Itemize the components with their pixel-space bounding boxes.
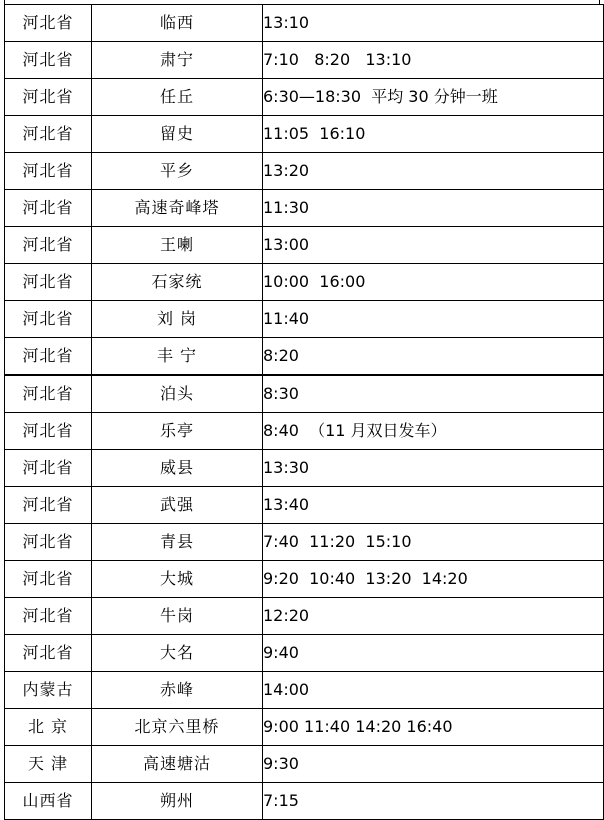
table-row <box>5 338 604 376</box>
departure-times-cell: 13:30 <box>263 450 604 487</box>
departure-times-cell: 7:40 11:20 15:10 <box>263 524 604 561</box>
departure-times-cell: 13:00 <box>263 227 604 264</box>
departure-times-cell: 10:00 16:00 <box>263 264 604 301</box>
schedule-body <box>5 5 604 820</box>
province-cell: 河北省 <box>5 524 92 561</box>
table-row <box>5 487 604 524</box>
departure-times-cell: 7:15 <box>263 783 604 820</box>
province-cell: 河北省 <box>5 598 92 635</box>
table-row <box>5 301 604 338</box>
table-row <box>5 375 604 413</box>
province-cell: 河北省 <box>5 42 92 79</box>
destination-cell: 泊头 <box>92 375 263 413</box>
province-cell: 河北省 <box>5 375 92 413</box>
province-cell: 河北省 <box>5 190 92 227</box>
departure-times-cell: 13:20 <box>263 153 604 190</box>
destination-cell: 石家统 <box>92 264 263 301</box>
departure-times-cell: 7:10 8:20 13:10 <box>263 42 604 79</box>
departure-times-cell: 9:40 <box>263 635 604 672</box>
destination-cell: 临西 <box>92 5 263 42</box>
province-cell: 河北省 <box>5 227 92 264</box>
destination-cell: 赤峰 <box>92 672 263 709</box>
destination-cell: 北京六里桥 <box>92 709 263 746</box>
table-row <box>5 709 604 746</box>
departure-times-cell: 8:20 <box>263 338 604 376</box>
departure-times-cell: 11:30 <box>263 190 604 227</box>
departure-times-cell: 13:10 <box>263 5 604 42</box>
table-row <box>5 42 604 79</box>
table-row <box>5 227 604 264</box>
departure-times-cell: 14:00 <box>263 672 604 709</box>
destination-cell: 任丘 <box>92 79 263 116</box>
destination-cell: 留史 <box>92 116 263 153</box>
destination-cell: 平乡 <box>92 153 263 190</box>
destination-cell: 武强 <box>92 487 263 524</box>
province-cell: 河北省 <box>5 338 92 376</box>
table-row <box>5 450 604 487</box>
destination-cell: 王喇 <box>92 227 263 264</box>
province-cell: 河北省 <box>5 487 92 524</box>
table-row <box>5 598 604 635</box>
table-row <box>5 746 604 783</box>
destination-cell: 大名 <box>92 635 263 672</box>
province-cell: 河北省 <box>5 79 92 116</box>
departure-times-cell: 6:30—18:30 平均 30 分钟一班 <box>263 79 604 116</box>
table-row <box>5 190 604 227</box>
province-cell: 河北省 <box>5 450 92 487</box>
destination-cell: 乐亭 <box>92 413 263 450</box>
province-cell: 内蒙古 <box>5 672 92 709</box>
province-cell: 河北省 <box>5 413 92 450</box>
province-cell: 河北省 <box>5 116 92 153</box>
departure-times-cell: 9:20 10:40 13:20 14:20 <box>263 561 604 598</box>
province-cell: 河北省 <box>5 153 92 190</box>
table-row <box>5 672 604 709</box>
table-row <box>5 413 604 450</box>
departure-times-cell: 9:30 <box>263 746 604 783</box>
table-row <box>5 116 604 153</box>
destination-cell: 高速塘沽 <box>92 746 263 783</box>
table-row <box>5 153 604 190</box>
schedule-sheet <box>4 4 600 810</box>
province-cell: 山西省 <box>5 783 92 820</box>
destination-cell: 朔州 <box>92 783 263 820</box>
province-cell: 河北省 <box>5 5 92 42</box>
departure-times-cell: 11:40 <box>263 301 604 338</box>
province-cell: 河北省 <box>5 301 92 338</box>
destination-cell: 威县 <box>92 450 263 487</box>
table-row <box>5 524 604 561</box>
province-cell: 北 京 <box>5 709 92 746</box>
province-cell: 天 津 <box>5 746 92 783</box>
table-row <box>5 783 604 820</box>
destination-cell: 刘 岗 <box>92 301 263 338</box>
table-row <box>5 264 604 301</box>
bus-schedule-table <box>4 4 604 820</box>
table-row <box>5 79 604 116</box>
table-row <box>5 561 604 598</box>
destination-cell: 肃宁 <box>92 42 263 79</box>
province-cell: 河北省 <box>5 561 92 598</box>
destination-cell: 牛岗 <box>92 598 263 635</box>
province-cell: 河北省 <box>5 635 92 672</box>
departure-times-cell: 9:00 11:40 14:20 16:40 <box>263 709 604 746</box>
province-cell: 河北省 <box>5 264 92 301</box>
departure-times-cell: 12:20 <box>263 598 604 635</box>
destination-cell: 青县 <box>92 524 263 561</box>
table-row <box>5 5 604 42</box>
destination-cell: 大城 <box>92 561 263 598</box>
destination-cell: 丰 宁 <box>92 338 263 376</box>
table-row <box>5 635 604 672</box>
departure-times-cell: 11:05 16:10 <box>263 116 604 153</box>
departure-times-cell: 8:40 （11 月双日发车） <box>263 413 604 450</box>
destination-cell: 高速奇峰塔 <box>92 190 263 227</box>
departure-times-cell: 8:30 <box>263 375 604 413</box>
departure-times-cell: 13:40 <box>263 487 604 524</box>
